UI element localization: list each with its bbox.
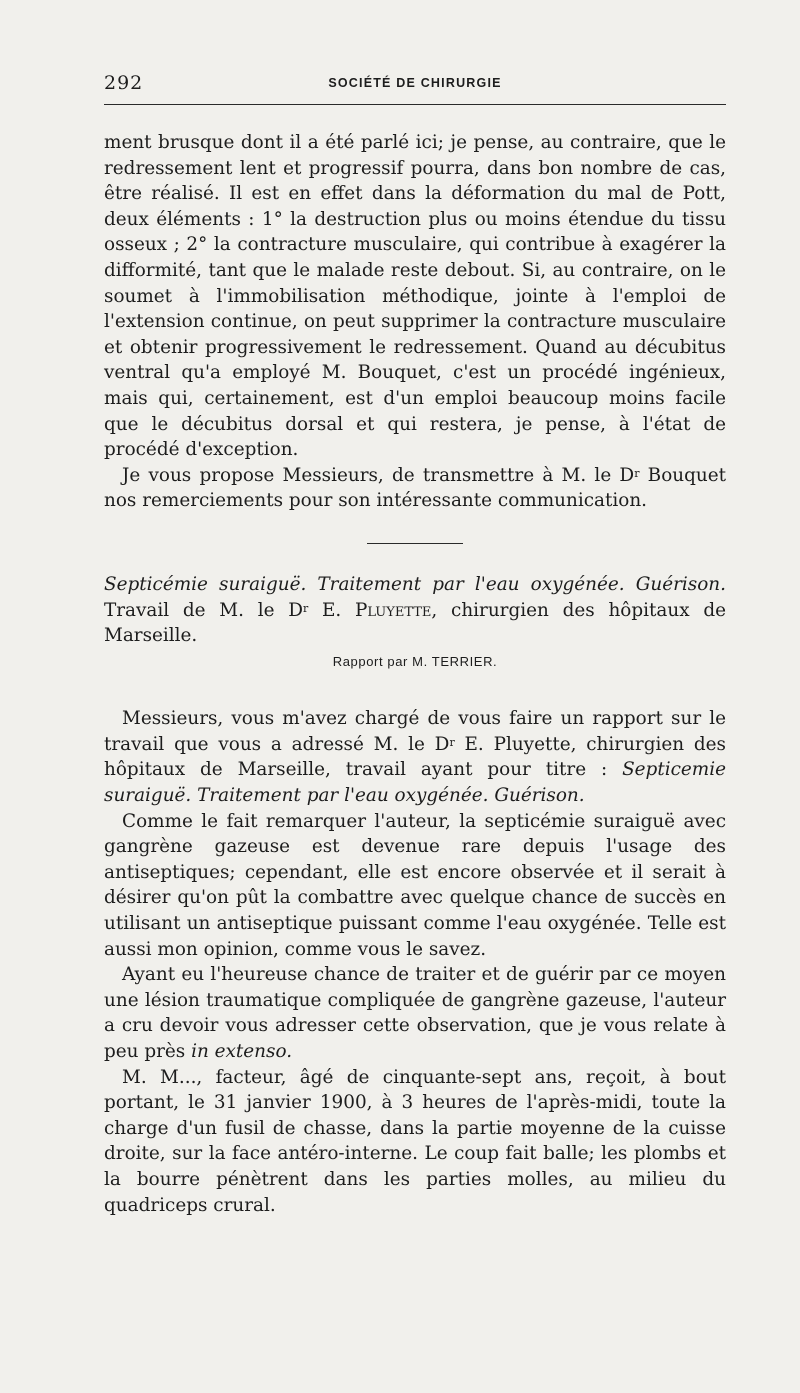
paragraph-text: ment brusque dont il a été parlé ici; je pense, au contraire, que le redressement lent et progressif pourra, dans bon nombre de cas, être réalisé. Il est en effet dans la déformation du mal de Pott, deux éléments : 1° la destruction plus ou moins étendue du tissu osseux ; 2° la contracture musculaire, qui contribue à exagérer la difformité, tant que le malade reste debout. Si, au contraire, on le soumet à l'immobilisation méthodique, jointe à l'emploi de l'extension continue, on peut supprimer la contracture musculaire et obtenir progressivement le redressement. Quand au décubitus ventral qu'a employé M. Bouquet, c'est un procédé ingénieux, mais qui, certainement, est d'un emploi beaucoup moins facile que le décubitus dorsal et qui restera, je pense, à l'état de procédé d'exception. [104,132,726,461]
section-title-text: , chirurgien des hôpitaux de Marseille. [104,599,726,647]
page-number: 292 [104,72,144,94]
author-name: Pluyette [355,599,432,621]
page-body [104,130,726,1218]
paragraph-text: Comme le fait remarquer l'auteur, la septicémie suraiguë avec gangrène gazeuse est devenue rare depuis l'usage des antiseptiques; cependant, elle est encore observée et il serait à désirer qu'on pût la combattre avec quelque chance de succès en utilisant un antiseptique puissant comme l'eau oxygénée. Telle est aussi mon opinion, comme vous le savez. [104,810,726,960]
paragraph-italic: in extenso. [191,1041,293,1062]
paragraph-remark [104,809,726,963]
running-head: SOCIÉTÉ DE CHIRURGIE [328,76,502,90]
paragraph-intro [104,706,726,808]
section-title-text: E. [308,599,356,621]
section-divider [367,543,463,544]
section-title-italic: Septicémie suraiguë. Traitement par l'eau oxygénée. Guérison. [104,573,726,595]
paragraph-text: Ayant eu l'heureuse chance de traiter et de guérir par ce moyen une lésion traumatique compliquée de gangrène gazeuse, l'auteur a cru devoir vous adresser cette observation, que je vous relate à peu près [104,964,726,1062]
paragraph-text: Je vous propose Messieurs, de transmettre à M. le D [122,464,635,486]
paragraph-text: M. M..., facteur, âgé de cinquante-sept ans, reçoit, à bout portant, le 31 janvier 1900, à 3 heures de l'après-midi, toute la charge d'un fusil de chasse, dans la partie moyenne de la cuisse droite, sur la face antéro-interne. Le coup fait balle; les plombs et la bourre pénètrent dans les parties molles, au milieu du quadriceps crural. [104,1066,726,1216]
section-title-text: Travail de M. le D [104,599,303,621]
paragraph-continuation [104,130,726,463]
paragraph-case [104,962,726,1064]
paragraph-text: Messieurs, vous m'avez chargé de vous faire un rapport sur le travail que vous a adressé M. le D [104,708,726,755]
paragraph-observation [104,1065,726,1219]
paragraph-proposal [104,463,726,514]
page-header [104,64,726,105]
paragraph-text: Bouquet nos remerciements pour son intéressante communication. [104,464,727,512]
superscript: r [449,735,455,749]
paragraph-italic: Septicemie suraiguë. Traitement par l'eau oxygénée. Guérison. [104,759,726,807]
report-byline: Rapport par M. TERRIER. [332,653,498,669]
section-title [104,572,726,649]
paragraph-text: E. Pluyette, chirurgien des hôpitaux de Marseille, travail ayant pour titre : [104,733,726,781]
superscript: r [302,601,309,615]
superscript: r [634,466,640,480]
